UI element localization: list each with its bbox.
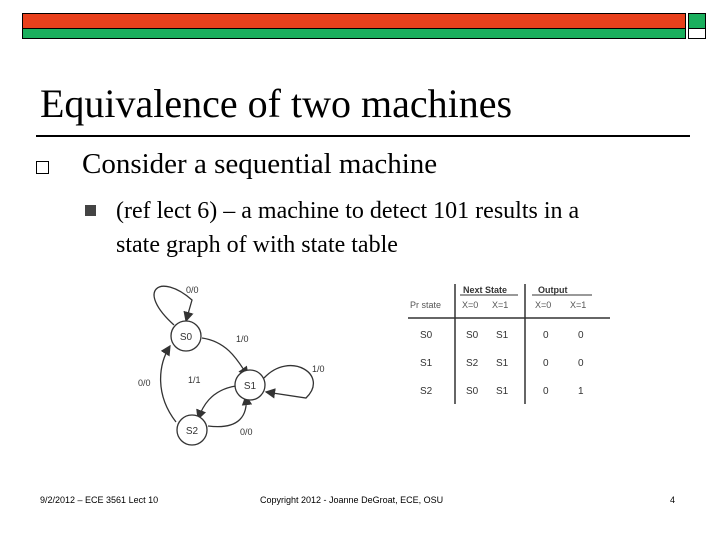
table-subheader-out-x1: X=1 (570, 300, 587, 310)
edge-s2-s1 (208, 396, 246, 427)
table-cell: S0 (466, 386, 479, 397)
decor-bar-green (22, 28, 686, 39)
edge-s2-s0 (161, 346, 176, 422)
bullet-text-1: Consider a sequential machine (82, 148, 438, 180)
edge-label-s2-s0: 0/0 (138, 378, 151, 388)
table-cell: 0 (578, 330, 584, 341)
table-cell: 0 (578, 358, 584, 369)
state-table (400, 282, 615, 407)
edge-s1-self (264, 366, 313, 398)
table-header-next-state: Next State (463, 285, 508, 295)
edge-label-s1-self: 1/0 (312, 364, 325, 374)
table-header-output: Output (538, 285, 568, 295)
table-cell: 0 (543, 386, 549, 397)
table-cell: S1 (496, 358, 509, 369)
table-cell: 0 (543, 330, 549, 341)
table-row (420, 358, 584, 369)
table-cell: S1 (496, 386, 509, 397)
bullet-text-2 (116, 194, 676, 262)
slide-title: Equivalence of two machines (40, 81, 513, 126)
edge-label-s2-s1: 0/0 (240, 427, 253, 437)
table-row (420, 330, 584, 341)
edge-label-s1-s2: 1/1 (188, 375, 201, 385)
decor-square-green (688, 13, 706, 29)
decor-square-white (688, 28, 706, 39)
bullet-text-2-line-2: state graph of with state table (116, 232, 398, 258)
footer-copyright: Copyright 2012 - Joanne DeGroat, ECE, OSU (260, 495, 444, 505)
edge-label-s0-s1: 1/0 (236, 334, 249, 344)
footer-date-course: 9/2/2012 – ECE 3561 Lect 10 (40, 495, 159, 505)
state-label-s0: S0 (179, 332, 193, 343)
table-cell: S1 (420, 358, 433, 369)
table-cell: S0 (420, 330, 433, 341)
table-subheader-out-x0: X=0 (535, 300, 552, 310)
page-number: 4 (670, 495, 676, 505)
edge-s1-s2 (198, 386, 236, 419)
table-cell: S2 (466, 358, 479, 369)
table-cell: S0 (466, 330, 479, 341)
edge-label-s0-self: 0/0 (186, 285, 199, 295)
table-cell: 0 (543, 358, 549, 369)
state-graph (130, 280, 370, 460)
table-row (420, 386, 584, 397)
hollow-square-bullet-icon (36, 161, 49, 174)
table-subheader-next-x1: X=1 (492, 300, 509, 310)
state-label-s2: S2 (185, 426, 199, 437)
filled-square-bullet-icon (85, 205, 96, 216)
title-underline (36, 135, 690, 137)
table-cell: S1 (496, 330, 509, 341)
bullet-text-2-line-1: (ref lect 6) – a machine to detect 101 results in a (116, 198, 580, 224)
table-cell: S2 (420, 386, 433, 397)
table-subheader-next-x0: X=0 (462, 300, 479, 310)
table-subheader-pr-state: Pr state (410, 300, 442, 310)
table-cell: 1 (578, 386, 584, 397)
state-label-s1: S1 (243, 381, 257, 392)
decor-bar-orange (22, 13, 686, 29)
